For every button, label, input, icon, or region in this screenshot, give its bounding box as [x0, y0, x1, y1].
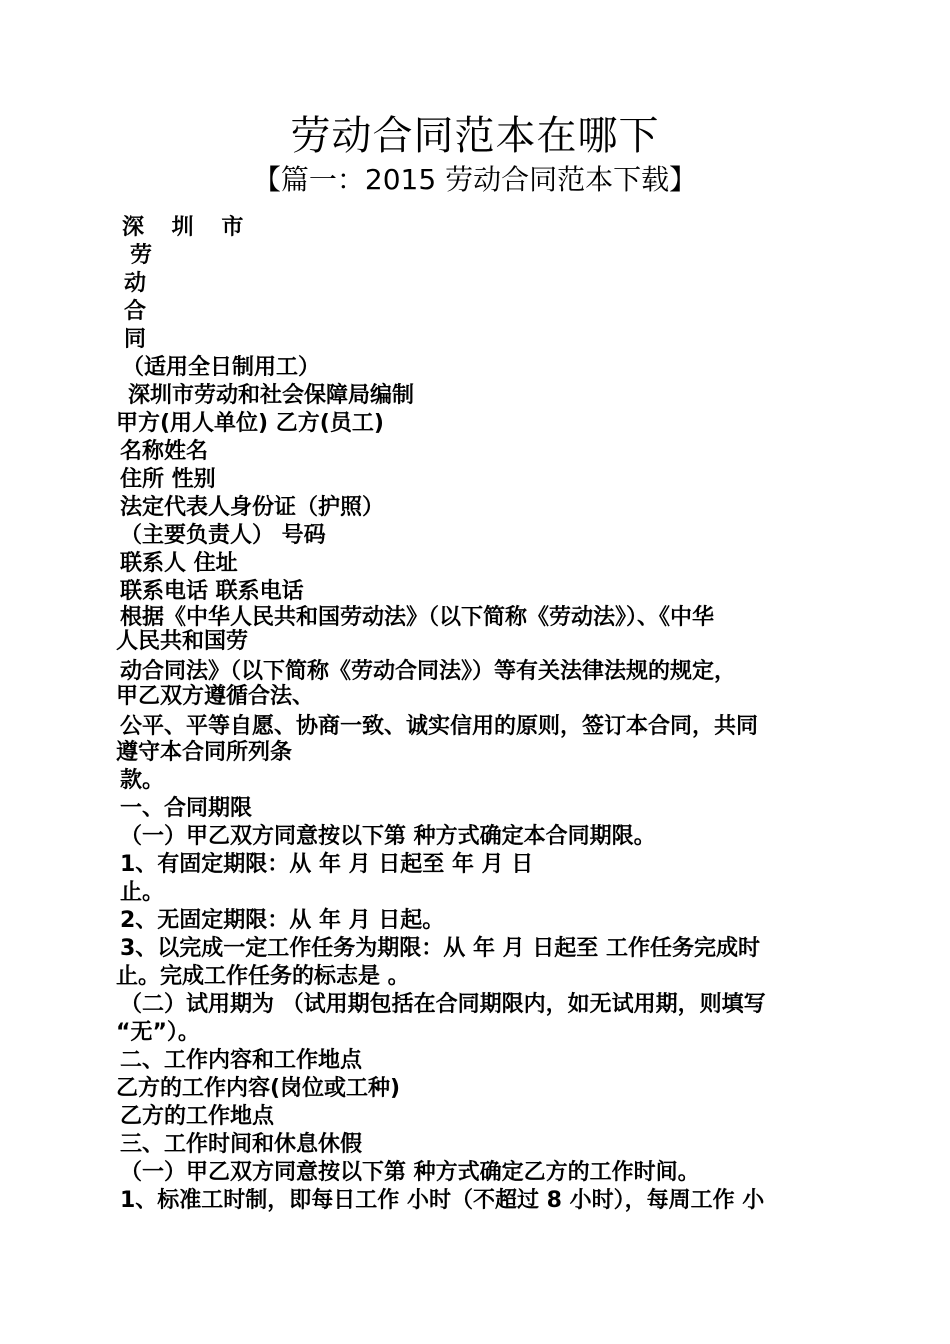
body-line: 三、工作时间和休息休假 [120, 1132, 363, 1157]
body-line: （一）甲乙双方同意按以下第 种方式确定乙方的工作时间。 [120, 1160, 700, 1185]
body-line: 名称姓名 [120, 439, 209, 464]
document-title: 劳动合同范本在哪下 [290, 113, 660, 159]
body-line: 二、工作内容和工作地点 [120, 1048, 363, 1073]
body-line: 同 [124, 327, 147, 352]
body-line: 联系电话 联系电话 [120, 579, 304, 604]
body-line: 劳 [130, 243, 153, 268]
body-line: 1、标准工时制，即每日工作 小时（不超过 8 小时），每周工作 小 [120, 1188, 765, 1213]
body-line: 乙方的工作地点 [120, 1104, 275, 1129]
body-line: 深 圳 市 [122, 215, 254, 240]
body-line: 遵守本合同所列条 [116, 740, 293, 765]
body-line: 甲方(用人单位) 乙方(员工) [116, 411, 384, 436]
body-line: 深圳市劳动和社会保障局编制 [128, 383, 415, 408]
body-line: 根据《中华人民共和国劳动法》（以下简称《劳动法》）、《中华 [120, 605, 715, 630]
body-line: 3、以完成一定工作任务为期限：从 年 月 日起至 工作任务完成时 [120, 936, 760, 961]
body-line: 住所 性别 [120, 467, 216, 492]
body-line: 止。完成工作任务的标志是 。 [116, 964, 410, 989]
body-line: 法定代表人身份证（护照） [120, 495, 385, 520]
body-line: （一）甲乙双方同意按以下第 种方式确定本合同期限。 [120, 824, 656, 849]
body-line: 2、无固定期限：从 年 月 日起。 [120, 908, 445, 933]
body-line: 甲乙双方遵循合法、 [116, 684, 315, 709]
body-line: （二）试用期为 （试用期包括在合同期限内，如无试用期，则填写 [120, 992, 766, 1017]
body-line: 合 [124, 299, 147, 324]
body-line: 1、有固定期限：从 年 月 日起至 年 月 日 [120, 852, 534, 877]
body-line: （适用全日制用工） [122, 355, 321, 380]
body-line: 联系人 住址 [120, 551, 238, 576]
body-line: 人民共和国劳 [116, 629, 249, 654]
body-line: （主要负责人） 号码 [120, 523, 326, 548]
body-line: 止。 [120, 880, 165, 905]
body-line: 款。 [120, 768, 165, 793]
body-line: 一、合同期限 [120, 796, 253, 821]
body-line: 动 [124, 271, 147, 296]
body-line: “无”）。 [116, 1020, 200, 1045]
body-line: 动合同法》（以下简称《劳动合同法》）等有关法律法规的规定， [120, 659, 737, 684]
body-line: 公平、平等自愿、协商一致、诚实信用的原则，签订本合同，共同 [120, 714, 759, 739]
document-subtitle: 【篇一：2015 劳动合同范本下载】 [252, 163, 698, 196]
body-line: 乙方的工作内容(岗位或工种) [116, 1076, 401, 1101]
